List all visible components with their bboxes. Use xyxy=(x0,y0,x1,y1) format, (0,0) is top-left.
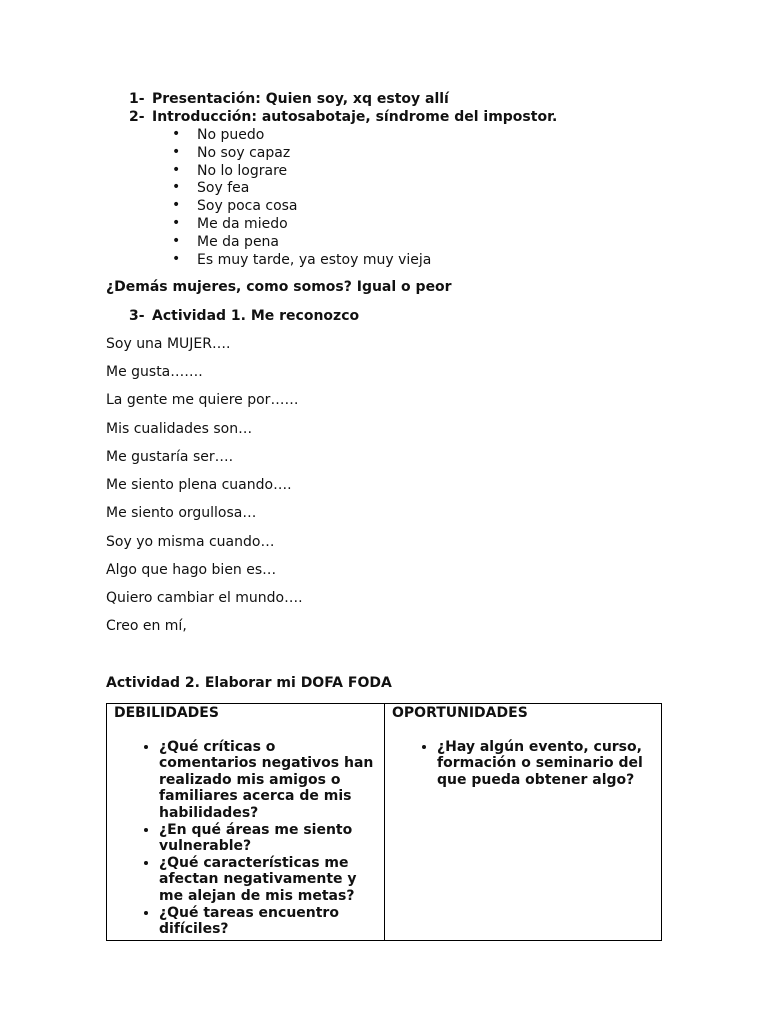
dofa-table xyxy=(106,703,662,941)
list-item: Soy fea xyxy=(197,180,250,196)
activity-2-title: Actividad 2. Elaborar mi DOFA FODA xyxy=(106,675,392,691)
prompt-line: Soy una MUJER…. xyxy=(106,336,231,352)
activity-1-title: Actividad 1. Me reconozco xyxy=(152,308,360,324)
list-item: Me da miedo xyxy=(197,216,288,232)
list-item: Es muy tarde, ya estoy muy vieja xyxy=(197,252,432,268)
list-item: • ¿Qué críticas o comentarios negativos han realizado mis amigos o familiares acerca de mis habilidades? xyxy=(159,739,378,822)
activity-1-number: 3- xyxy=(129,308,145,324)
prompt-line: Algo que hago bien es… xyxy=(106,562,277,578)
bullet-icon: • xyxy=(172,215,181,231)
prompt-line: Me gustaría ser…. xyxy=(106,449,234,465)
prompt-line: Quiero cambiar el mundo…. xyxy=(106,590,303,606)
list-item: No soy capaz xyxy=(197,145,291,161)
agenda-item-2-number: 2- xyxy=(129,109,145,125)
bullet-icon: • xyxy=(172,162,181,178)
list-item: • ¿Hay algún evento, curso, formación o seminario del que pueda obtener algo? xyxy=(437,739,655,789)
bullet-icon: • xyxy=(172,144,181,160)
bullet-icon: • xyxy=(172,126,181,142)
debilidades-header: DEBILIDADES xyxy=(114,705,219,721)
list-item: No lo lograre xyxy=(197,163,288,179)
prompt-line: Me siento plena cuando…. xyxy=(106,477,292,493)
debilidades-cell xyxy=(107,704,385,941)
prompt-line: Me siento orgullosa… xyxy=(106,505,257,521)
agenda-item-1-number: 1- xyxy=(129,91,145,107)
prompt-line: Creo en mí, xyxy=(106,618,187,634)
prompt-line: Soy yo misma cuando… xyxy=(106,534,275,550)
bullet-icon: • xyxy=(172,251,181,267)
list-item: No puedo xyxy=(197,127,265,143)
prompt-line: La gente me quiere por…… xyxy=(106,392,299,408)
question-heading: ¿Demás mujeres, como somos? Igual o peor xyxy=(106,279,452,295)
list-item: • ¿Qué tareas encuentro difíciles? xyxy=(159,905,378,938)
list-item: • ¿En qué áreas me siento vulnerable? xyxy=(159,822,378,855)
oportunidades-question-list xyxy=(392,739,655,789)
list-item: Me da pena xyxy=(197,234,280,250)
table-row xyxy=(107,704,662,941)
bullet-icon: • xyxy=(172,197,181,213)
list-item: • ¿Qué características me afectan negativamente y me alejan de mis metas? xyxy=(159,855,378,905)
agenda-item-2-text: Introducción: autosabotaje, síndrome del impostor. xyxy=(152,109,558,125)
debilidades-question-list xyxy=(114,739,378,938)
bullet-icon: • xyxy=(172,233,181,249)
prompt-line: Me gusta……. xyxy=(106,364,203,380)
oportunidades-cell xyxy=(385,704,662,941)
list-item: Soy poca cosa xyxy=(197,198,298,214)
oportunidades-header: OPORTUNIDADES xyxy=(392,705,528,721)
agenda-item-1-text: Presentación: Quien soy, xq estoy allí xyxy=(152,91,449,107)
bullet-icon: • xyxy=(172,179,181,195)
prompt-line: Mis cualidades son… xyxy=(106,421,253,437)
